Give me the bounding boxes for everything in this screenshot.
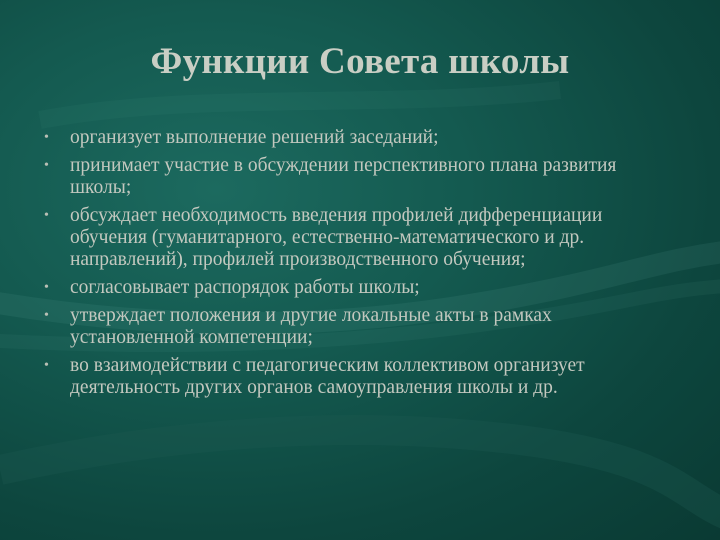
slide-title: Функции Совета школы [150,41,570,82]
list-item-text: утверждает положения и другие локальные акты в рамках установленной компетенции; [70,305,552,348]
list-item [44,305,664,349]
list-item-text: обсуждает необходимость введения профилей дифференциации обучения (гуманитарного, естественно-математического и др. направлений), профилей производственного обучения; [70,205,603,270]
list-item [44,205,664,271]
list-item-text: во взаимодействии с педагогическим коллективом организует деятельность других органов самоуправления школы и др. [70,355,585,398]
list-item [44,127,664,149]
list-item [44,155,664,199]
list-item-text: согласовывает распорядок работы школы; [70,277,420,298]
bullet-icon: • [44,130,49,145]
list-item-text: принимает участие в обсуждении перспективного плана развития школы; [70,155,617,198]
bullet-icon: • [44,308,49,323]
list-item [44,277,664,299]
list-item [44,355,664,399]
bullet-icon: • [44,280,49,295]
bullet-icon: • [44,358,49,373]
bullet-list [44,127,664,405]
bullet-icon: • [44,208,49,223]
bullet-icon: • [44,158,49,173]
list-item-text: организует выполнение решений заседаний; [70,127,439,148]
